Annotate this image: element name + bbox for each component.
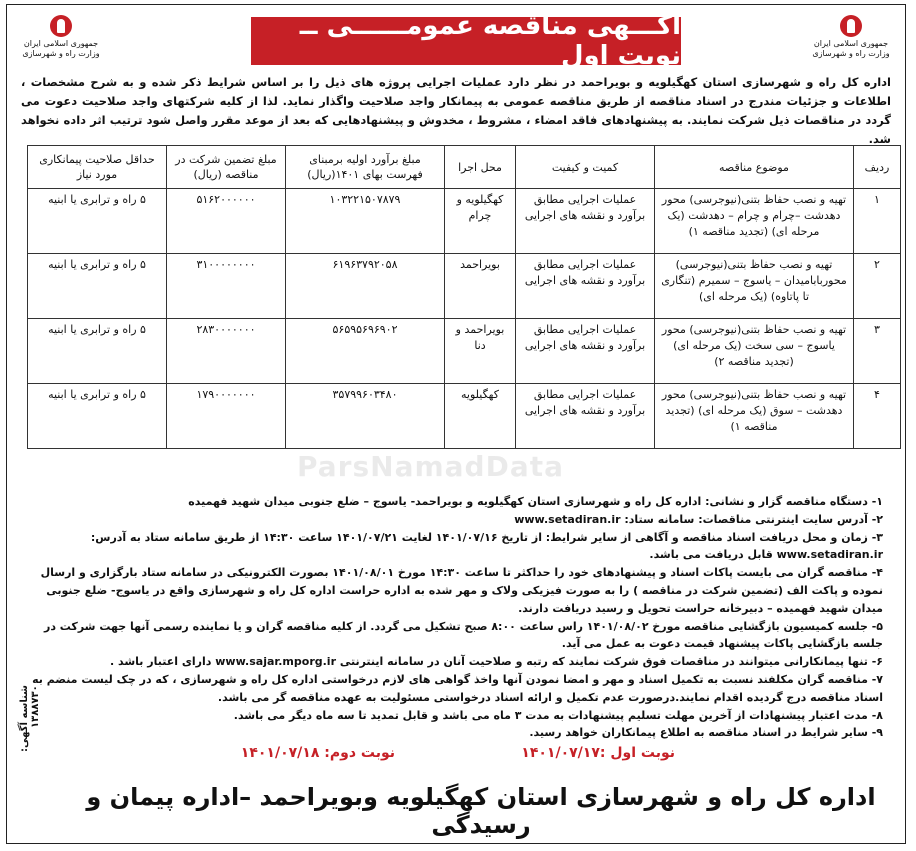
emblem-line2: وزارت راه و شهرسازی xyxy=(812,49,890,58)
column-header: مبلغ تضمین شرکت در مناقصه (ریال) xyxy=(167,146,286,189)
tender-subject: تهیه و نصب حفاظ بتنی(نیوجرسی) محوربابامیدان – یاسوج – سمیرم (تنگاری تا پاتاوه) (یک مرحله ای) xyxy=(655,254,854,319)
condition-item: ۵- جلسه کمیسیون بازگشایی مناقصه مورخ ۱۴۰۱/۰۸/۰۲ راس ساعت ۸:۰۰ صبح تشکیل می گردد. از کلیه مناقصه گران و یا نماینده رسمی آنها جهت شرکت در جلسه بازگشایی پاکات پیشنهاد قیمت دعوت به عمل می آید. xyxy=(43,619,883,651)
row-number: ۱ xyxy=(854,189,901,254)
footer-organization: اداره کل راه و شهرسازی استان کهگیلویه وبویراحمد –اداره پیمان و رسیدگی xyxy=(86,783,876,839)
column-header: ردیف xyxy=(854,146,901,189)
second-publication-date: نوبت دوم: ۱۴۰۱/۰۷/۱۸ xyxy=(240,745,395,761)
ministry-emblem-left xyxy=(21,15,101,67)
min-qualification: ۵ راه و ترابری یا ابنیه xyxy=(28,189,167,254)
execution-place: کهگیلویه و چرام xyxy=(445,189,516,254)
column-header: حداقل صلاحیت پیمانکاری مورد نیاز xyxy=(28,146,167,189)
guarantee-amount: ۱۷۹۰۰۰۰۰۰۰ xyxy=(167,384,286,449)
header xyxy=(7,11,905,71)
min-qualification: ۵ راه و ترابری یا ابنیه xyxy=(28,384,167,449)
min-qualification: ۵ راه و ترابری یا ابنیه xyxy=(28,254,167,319)
column-header: مبلغ برآورد اولیه برمبنای فهرست بهای ۱۴۰۱(ریال) xyxy=(286,146,445,189)
condition-item: ۹- سایر شرایط در اسناد مناقصه به اطلاع پیمانکاران خواهد رسید. xyxy=(529,726,883,740)
condition-item: ۲- آدرس سایت اینترنتی مناقصات: سامانه ستاد: www.setadiran.ir xyxy=(514,512,883,526)
execution-place: بویراحمد و دنا xyxy=(445,319,516,384)
iran-emblem-icon xyxy=(840,15,862,37)
table-row xyxy=(28,319,901,384)
condition-item: ۱- دستگاه مناقصه گزار و نشانی: اداره کل راه و شهرسازی استان کهگیلویه و بویراحمد- یاسوج – ضلع جنوبی میدان شهید فهمیده xyxy=(188,495,883,508)
estimate-amount: ۵۶۵۹۵۶۹۶۹۰۲ xyxy=(286,319,445,384)
tender-table xyxy=(27,145,901,449)
row-number: ۳ xyxy=(854,319,901,384)
estimate-amount: ۱۰۳۲۲۱۵۰۷۸۷۹ xyxy=(286,189,445,254)
row-number: ۴ xyxy=(854,384,901,449)
quantity-quality: عملیات اجرایی مطابق برآورد و نقشه های اجرایی xyxy=(516,254,655,319)
estimate-amount: ۶۱۹۶۳۷۹۲۰۵۸ xyxy=(286,254,445,319)
tender-subject: تهیه و نصب حفاظ بتنی(نیوجرسی) محور یاسوج – سی سخت (یک مرحله ای) (تجدید مناقصه ۲) xyxy=(655,319,854,384)
table-row xyxy=(28,189,901,254)
execution-place: بویراحمد xyxy=(445,254,516,319)
guarantee-amount: ۲۸۳۰۰۰۰۰۰۰ xyxy=(167,319,286,384)
emblem-line2: وزارت راه و شهرسازی xyxy=(22,49,100,58)
tender-subject: تهیه و نصب حفاظ بتنی(نیوجرسی) محور دهدشت – سوق (یک مرحله ای) (تجدید مناقصه ۱) xyxy=(655,384,854,449)
conditions-list xyxy=(21,493,883,742)
execution-place: کهگیلویه xyxy=(445,384,516,449)
tender-subject: تهیه و نصب حفاظ بتنی(نیوجرسی) محور دهدشت –چرام و چرام – دهدشت (یک مرحله ای) (تجدید مناقصه ۱) xyxy=(655,189,854,254)
condition-item: ۶- تنها پیمانکارانی میتوانند در مناقصات فوق شرکت نمایند که رتبه و صلاحیت آنان در سامانه اینترنتی www.sajar.mporg.ir دارای اعتبار باشد . xyxy=(110,655,883,669)
intro-paragraph: اداره کل راه و شهرسازی استان کهگیلویه و بویراحمد در نظر دارد عملیات اجرایی پروژه های ذیل را بر اساس شرایط ذکر شده و به شرح مشخصات ، اطلاعات و جزئیات مندرج در اسناد مناقصه از طریق مناقصه عمومی به پیمانکار واجد صلاحیت واگذار نماید. لذا از کلیه شرکتهای واجد صلاحیت دعوت می گردد در مناقصات ذیل شرکت نمایند. به پیشنهادهای فاقد امضاء ، مشروط ، مخدوش و پیشنهادهایی که بعد از موعد مقرر واصل شود ترتیب اثر داده نخواهد شد. xyxy=(21,75,891,146)
ad-identifier: شناسه آگهی: ۱۳۸۸۷۳۰ xyxy=(19,685,41,753)
quantity-quality: عملیات اجرایی مطابق برآورد و نقشه های اجرایی xyxy=(516,319,655,384)
iran-emblem-icon xyxy=(50,15,72,37)
column-header: محل اجرا xyxy=(445,146,516,189)
watermark: ParsNamadData xyxy=(297,450,564,483)
condition-item: ۳- زمان و محل دریافت اسناد مناقصه و آگاهی از سایر شرایط: از تاریخ ۱۴۰۱/۰۷/۱۶ لغایت ۱۴۰۱/۰۷/۲۱ ساعت ۱۴:۳۰ از طریق سامانه ستاد به آدرس: www.setadiran.ir قابل دریافت می باشد. xyxy=(90,530,883,562)
quantity-quality: عملیات اجرایی مطابق برآورد و نقشه های اجرایی xyxy=(516,189,655,254)
min-qualification: ۵ راه و ترابری یا ابنیه xyxy=(28,319,167,384)
guarantee-amount: ۳۱۰۰۰۰۰۰۰۰ xyxy=(167,254,286,319)
quantity-quality: عملیات اجرایی مطابق برآورد و نقشه های اجرایی xyxy=(516,384,655,449)
advertisement-frame xyxy=(6,4,906,844)
row-number: ۲ xyxy=(854,254,901,319)
guarantee-amount: ۵۱۶۲۰۰۰۰۰۰ xyxy=(167,189,286,254)
condition-item: ۸- مدت اعتبار پیشنهادات از آخرین مهلت تسلیم پیشنهادات به مدت ۳ ماه می باشد و قابل تمدید تا سه ماه دیگر می باشد. xyxy=(233,708,883,722)
table-row xyxy=(28,384,901,449)
column-header: کمیت و کیفیت xyxy=(516,146,655,189)
condition-item: ۷- مناقصه گران مکلفند نسبت به تکمیل اسناد و مهر و امضا نمودن آنها واخذ گواهی های لازم درخواستی اداره کل راه و شهرسازی ، که در چک لیست منضم به اسناد مناقصه درج گردیده اقدام نمایند.درصورت عدم تکمیل و ارائه اسناد درخواستی مسئولیت به عهده مناقصه گر می باشد. xyxy=(32,672,883,704)
first-publication-date: نوبت اول :۱۴۰۱/۰۷/۱۷ xyxy=(521,745,675,761)
page-title: آگـــهی مناقصه عمومــــــی ــ نوبت اول xyxy=(251,17,681,65)
emblem-line1: جمهوری اسلامی ایران xyxy=(23,39,99,48)
emblem-line1: جمهوری اسلامی ایران xyxy=(813,39,889,48)
column-header: موضوع مناقصه xyxy=(655,146,854,189)
table-row xyxy=(28,254,901,319)
ministry-emblem-right xyxy=(811,15,891,67)
table-header-row xyxy=(28,146,901,189)
condition-item: ۴- مناقصه گران می بایست پاکات اسناد و پیشنهادهای خود را حداکثر تا ساعت ۱۴:۳۰ مورخ ۱۴۰۱/۰۸/۰۱ بصورت الکترونیکی در سامانه ستاد بارگزاری و ارسال نموده و پاکت الف (تضمین شرکت در مناقصه ) را به صورت فیزیکی ولاک و مهر شده به اداره حراست اداره کل راه و شهرسازی واقع در یاسوج- ضلع جنوبی میدان شهید فهمیده – دبیرخانه حراست تحویل و رسید دریافت دارند. xyxy=(40,566,883,615)
estimate-amount: ۳۵۷۹۹۶۰۳۴۸۰ xyxy=(286,384,445,449)
